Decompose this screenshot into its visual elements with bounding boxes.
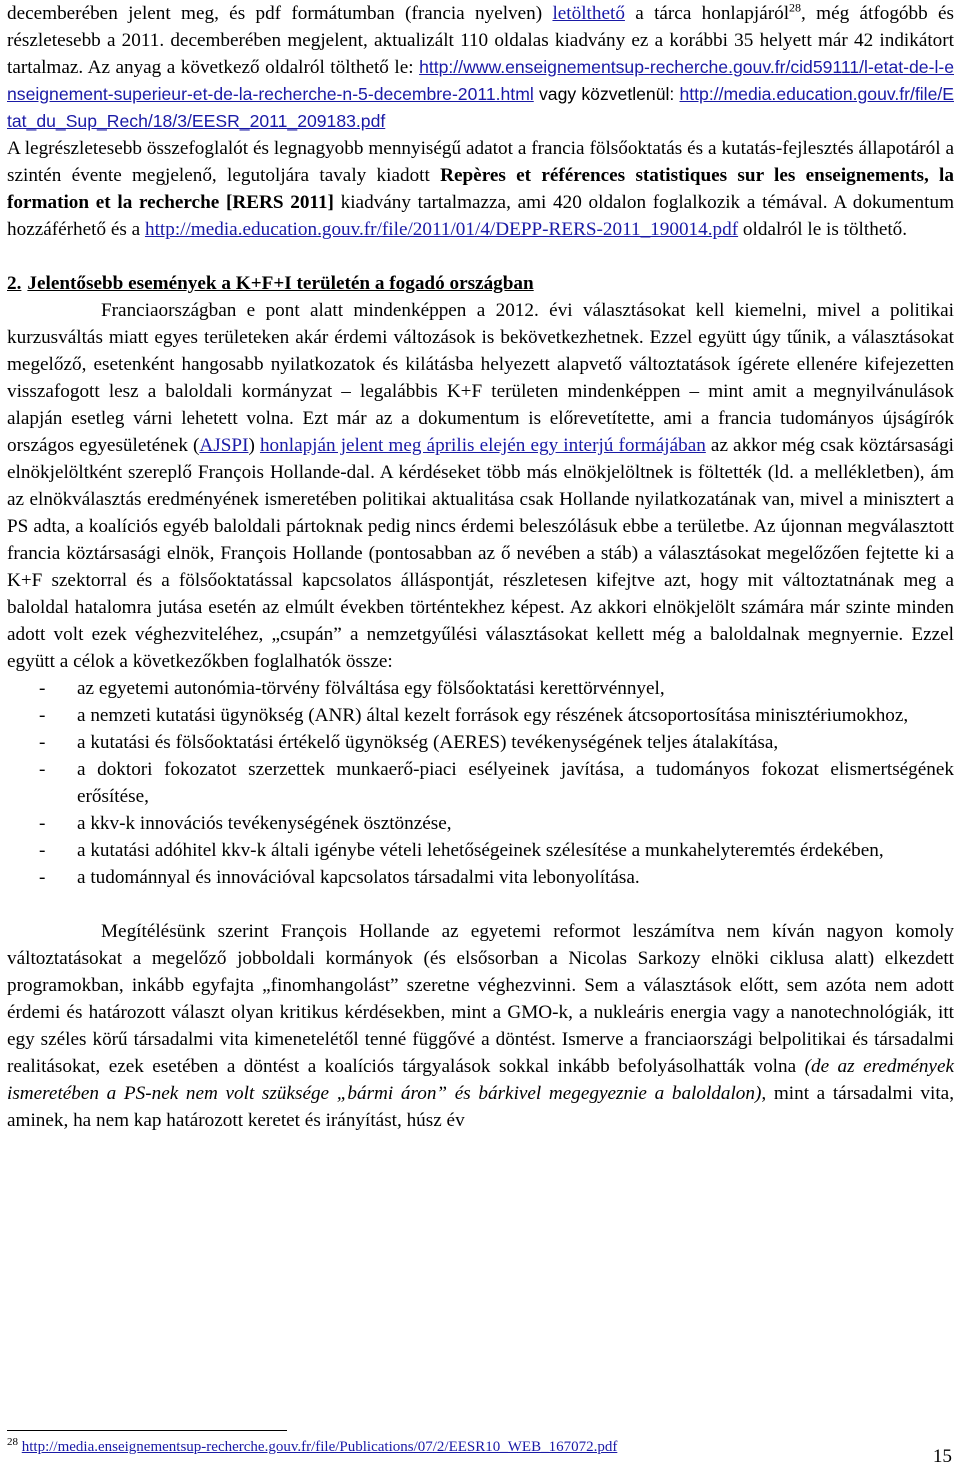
body-text	[7, 0, 954, 1134]
footnote	[7, 1437, 617, 1457]
download-link[interactable]: letölthető	[552, 3, 625, 24]
intro-paragraph-1: decemberében jelent meg, és pdf formátumban (francia nyelven) letölthető a tárca honlapjáról$^{28}$, még átfogóbb és részletesebb a 2011. decemberében megjelent, aktualizált 110 oldalas kiadvány ez a korábbi 35 helyett már 42 indikátort tartalmaz. Az anyag a következő oldalról tölthető le: http://www.enseignementsup-recherche.gouv.fr/cid59111/l-etat-de-l-enseignement-superieur-et-de-la-recherche-n-5-decembre-2011.html vagy közvetlenül: http://media.education.gouv.fr/file/Etat_du_Sup_Rech/18/3/EESR_2011_209183.pdf	[7, 0, 955, 131]
interview-link[interactable]: honlapján jelent meg április elején egy interjú formájában	[259, 435, 706, 456]
italic-aside: (de az eredmények ismeretében a PS-nek nem volt szüksége „bármi áron” és bárkivel megegyeznie a baloldalon),	[7, 1056, 954, 1104]
ajspi-link[interactable]: AJSPI	[199, 435, 249, 456]
footnote-divider	[7, 1430, 287, 1431]
footnote-link[interactable]: http://media.enseignementsup-recherche.gouv.fr/file/Publications/07/2/EESR10_WEB_167072.pdf	[21, 1439, 618, 1455]
list-item: - a kkv-k innovációs tevékenységének ösztönzése,	[39, 813, 452, 834]
page-number: 15	[932, 1446, 952, 1467]
list-item: - a nemzeti kutatási ügynökség (ANR) által kezelt források egy részének átcsoportosítása minisztériumokhoz,	[39, 705, 909, 726]
url-eesr-pdf-link[interactable]: http://media.education.gouv.fr/file/Etat_du_Sup_Rech/18/3/EESR_2011_209183.pdf	[7, 84, 954, 131]
list-item: - a kutatási adóhitel kkv-k általi igénybe vételi lehetőségeinek szélesítése a munkahelyteremtés érdekében,	[39, 840, 884, 861]
footnote-ref: 28	[789, 0, 802, 15]
list-item: - a doktori fokozatot szerzettek munkaerő-piaci esélyeinek javítása, a tudományos fokozat elismertségének erősítése,	[39, 759, 954, 807]
list-item: - a tudománnyal és innovációval kapcsolatos társadalmi vita lebonyolítása.	[39, 867, 640, 888]
url-rers-pdf-link[interactable]: http://media.education.gouv.fr/file/2011/01/4/DEPP-RERS-2011_190014.pdf	[144, 219, 739, 240]
section-title: Jelentősebb események a K+F+I területén a fogadó országban	[27, 273, 534, 294]
section-number: 2.	[7, 273, 22, 294]
list-item: - az egyetemi autonómia-törvény fölváltása egy fölsőoktatási kerettörvénnyel,	[39, 678, 665, 699]
rers-title: Repères et références statistiques sur les enseignements, la formation et la recherche [RERS 2011]	[7, 165, 954, 213]
section-paragraph-2: Megítélésünk szerint François Hollande az egyetemi reformot leszámítva nem kíván nagyon komoly változtatásokat a megelőző jobboldali kormányok (és elsősorban a Nicolas Sarkozy elnöki ciklusa alatt) elkezdett programokban, inkább egyfajta „finomhangolást” szeretne véghezvinni. Sem a választások előtt, sem azóta nem adott érdemi és határozott választ olyan kritikus kérdésekben, mint a GMO-k, a nukleáris energia vagy a nanotechnológiák, itt egy széles körű társadalmi vita kimenetelétől tenné függővé a döntést. Ismerve a franciaországi belpolitikai és társadalmi realitásokat, ezek esetében a döntést a koalíciós tárgyalások sokkal inkább befolyásolhatták volna (de az eredmények ismeretében a PS-nek nem volt szüksége „bármi áron” és bárkivel megegyeznie a baloldalon), mint a társadalmi vita, aminek, ha nem kap határozott keretet és irányítást, húsz év	[7, 921, 954, 1131]
list-item: - a kutatási és fölsőoktatási értékelő ügynökség (AERES) tevékenységének teljes átalakítása,	[39, 732, 779, 753]
footnote-number: 28	[7, 1436, 18, 1448]
goals-list	[7, 675, 954, 891]
url-enseignementsup-link[interactable]: http://www.enseignementsup-recherche.gouv.fr/cid59111/l-etat-de-l-enseignement-superieur-et-de-la-recherche-n-5-decembre-2011.html	[7, 57, 954, 104]
intro-paragraph-2: A legrészletesebb összefoglalót és legnagyobb mennyiségű adatot a francia fölsőoktatás és a kutatás-fejlesztés állapotáról a szintén évente megjelenő, legutoljára tavaly kiadott Repères et références statistiques sur les enseignements, la formation et la recherche [RERS 2011] kiadvány tartalmazza, ami 420 oldalon foglalkozik a témával. A dokumentum hozzáférhető és a http://media.education.gouv.fr/file/2011/01/4/DEPP-RERS-2011_190014.pdf oldalról le is tölthető.	[7, 138, 954, 240]
section-heading	[7, 270, 954, 297]
section-paragraph-1: Franciaországban e pont alatt mindenképpen a 2012. évi választásokat kell kiemelni, mivel a politikai kurzusváltás miatt egyes területeken akár érdemi változások is bekövetkezhetnek. Ezzel együtt úgy tűnik, a választásokat megelőző, esetenként hangosabb nyilatkozatok és kilátásba helyezett alapvető változtatások ígérete ellenére kifejezetten visszafogott lesz a baloldali kormányzat – legalábbis K+F területen mindenképpen – mint amit a megnyilvánulások alapján esetleg várni lehetett volna. Ezt már az a dokumentum is előrevetítette, ami a francia tudományos újságírók országos egyesületének (AJSPI) honlapján jelent meg április elején egy interjú formájában az akkor még csak köztársasági elnökjelöltként szereplő François Hollande-dal. A kérdéseket több más elnökjelöltnek is föltették (ld. a mellékletben), ám az elnökválasztás eredményének ismeretében politikai aktualitása csak Hollande nyilatkozatának van, mivel a minisztert a PS adta, a koalíciós egyéb baloldali pártoknak pedig nincs érdemi beleszólásuk ebbe a területbe. Az újonnan megválasztott francia köztársasági elnök, François Hollande (pontosabban az ő nevében a stáb) a választásokat megelőzően fejtette ki a K+F szektorral és a fölsőoktatással kapcsolatos álláspontját, részletesen kifejtve azt, hogy mit változtatnának meg a baloldal hatalomra jutása esetén az elmúlt években történtekhez képest. Az akkori elnökjelölt számára már szinte minden adott volt ezek véghezviteléhez, „csupán” a nemzetgyűlési választásokat kellett még a baloldalnak megnyernie. Ezzel együtt a célok a következőkben foglalhatók össze:	[7, 300, 954, 672]
